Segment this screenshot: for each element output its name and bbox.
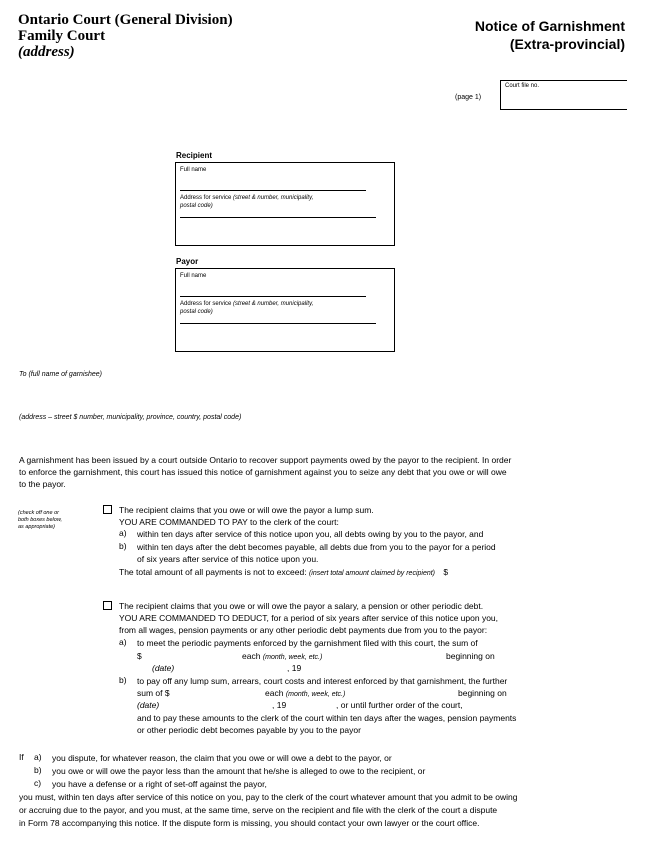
periodic-debt-checkbox[interactable] [103, 601, 112, 610]
form-title [475, 17, 625, 53]
payor-address-line[interactable] [180, 323, 376, 324]
recipient-box [175, 162, 395, 246]
option2-b-marker: b) [119, 675, 127, 685]
dispute-a-text: you dispute, for whatever reason, the claim that you owe or will owe a debt to the payor, or [52, 753, 392, 763]
option1-command: YOU ARE COMMANDED TO PAY to the clerk of the court: [119, 517, 339, 527]
form-title-line-1: Notice of Garnishment [474, 18, 625, 34]
dispute-if: If [19, 752, 24, 762]
dispute-line-3: in Form 78 accompanying this notice. If the dispute form is missing, you should contact your own lawyer or the court office. [19, 818, 480, 828]
court-file-label: Court file no. [505, 83, 540, 89]
option1-claim: The recipient claims that you owe or will owe the payor a lump sum. [119, 505, 374, 515]
option2-b-sum: sum of $ [137, 688, 170, 698]
form-title-line-2: (Extra-provincial) [509, 36, 625, 52]
option2-a-text: to meet the periodic payments enforced by the garnishment filed with this court, the sum of [137, 638, 478, 648]
intro-paragraph: A garnishment has been issued by a court outside Ontario to recover support payments owed by the payor to the recipient. In order to enforce the garnishment, this court has issued this notice of garnishment against you to seize any debt that you owe or will owe to the payor. [19, 455, 512, 489]
garnishee-name-label: To (full name of garnishee) [19, 371, 103, 378]
payor-name-label: Full name [180, 273, 207, 279]
payor-box [175, 268, 395, 352]
garnishee-address-label: (address – street $ number, municipality, province, country, postal code) [19, 414, 242, 421]
option2-claim: The recipient claims that you owe or will owe the payor a salary, a pension or other periodic debt. [119, 601, 484, 611]
option2-a-marker: a) [119, 637, 127, 647]
dispute-b-text: you owe or will owe the payor less than the amount that he/she is alleged to owe to the recipient, or [52, 766, 426, 776]
dispute-c-marker: c) [34, 778, 42, 788]
option2-b-date: (date) [137, 700, 160, 710]
court-line-2: Family Court [18, 28, 106, 44]
court-name [18, 12, 233, 60]
court-address: (address) [18, 44, 75, 60]
option2-scope: from all wages, pension payments or any other periodic debt payments due from you to the payor: [119, 625, 488, 635]
option2-b-text: to pay off any lump sum, arrears, court costs and interest enforced by that garnishment, the further [137, 676, 508, 686]
dispute-line-1: you must, within ten days after service of this notice on you, pay to the clerk of the court whatever amount that you admit to be owing [19, 792, 518, 802]
option2-command: YOU ARE COMMANDED TO DEDUCT, for a period of six years after service of this notice upon you, [119, 613, 499, 623]
option1-a-text: within ten days after service of this notice upon you, all debts owing by you to the payor, and [137, 529, 484, 539]
dispute-a-marker: a) [34, 752, 42, 762]
option2-b-each: each (month, week, etc.) [265, 688, 346, 698]
court-file-box[interactable] [500, 80, 627, 110]
option2-a-each: each (month, week, etc.) [242, 651, 323, 661]
court-line-1: Ontario Court (General Division) [18, 12, 233, 28]
option2-a-dollar: $ [137, 651, 142, 661]
option1-total: The total amount of all payments is not to exceed: (insert total amount claimed by recipient) $ [119, 567, 449, 577]
dispute-b-marker: b) [34, 765, 42, 775]
option2-a-date: (date) [152, 663, 175, 673]
option2-b-year: , 19 [272, 700, 287, 710]
recipient-heading: Recipient [176, 151, 213, 160]
recipient-address-line[interactable] [180, 217, 376, 218]
option2-a-beginning: beginning on [446, 651, 495, 661]
recipient-address-label: Address for service (street & number, municipality, postal code) [180, 195, 314, 209]
option1-b-text-2: of six years after service of this notice upon you. [137, 554, 319, 564]
dispute-c-text: you have a defense or a right of set-off against the payor, [52, 779, 267, 789]
option2-and-1: and to pay these amounts to the clerk of the court within ten days after the wages, pension payments [137, 713, 517, 723]
option2-b-beginning: beginning on [458, 688, 507, 698]
payor-address-label: Address for service (street & number, municipality, postal code) [180, 301, 314, 315]
check-instruction-note: (check off one or both boxes below, as appropriate) [18, 510, 63, 530]
option1-b-marker: b) [119, 541, 127, 551]
option1-b-text-1: within ten days after the debt becomes payable, all debts due from you to the payor for a period [137, 542, 496, 552]
option2-a-year: , 19 [287, 663, 302, 673]
recipient-name-label: Full name [180, 167, 207, 173]
payor-heading: Payor [176, 257, 199, 266]
lump-sum-checkbox[interactable] [103, 505, 112, 514]
option1-a-marker: a) [119, 528, 127, 538]
dispute-line-2: or accruing due to the payor, and you must, at the same time, serve on the recipient and file with the clerk of the court a dispute [19, 805, 498, 815]
page-label: (page 1) [455, 94, 482, 101]
option2-b-until: , or until further order of the court, [336, 700, 463, 710]
recipient-name-line[interactable] [180, 190, 366, 191]
payor-name-line[interactable] [180, 296, 366, 297]
option2-and-2: or other periodic debt becomes payable by you to the payor [137, 725, 361, 735]
